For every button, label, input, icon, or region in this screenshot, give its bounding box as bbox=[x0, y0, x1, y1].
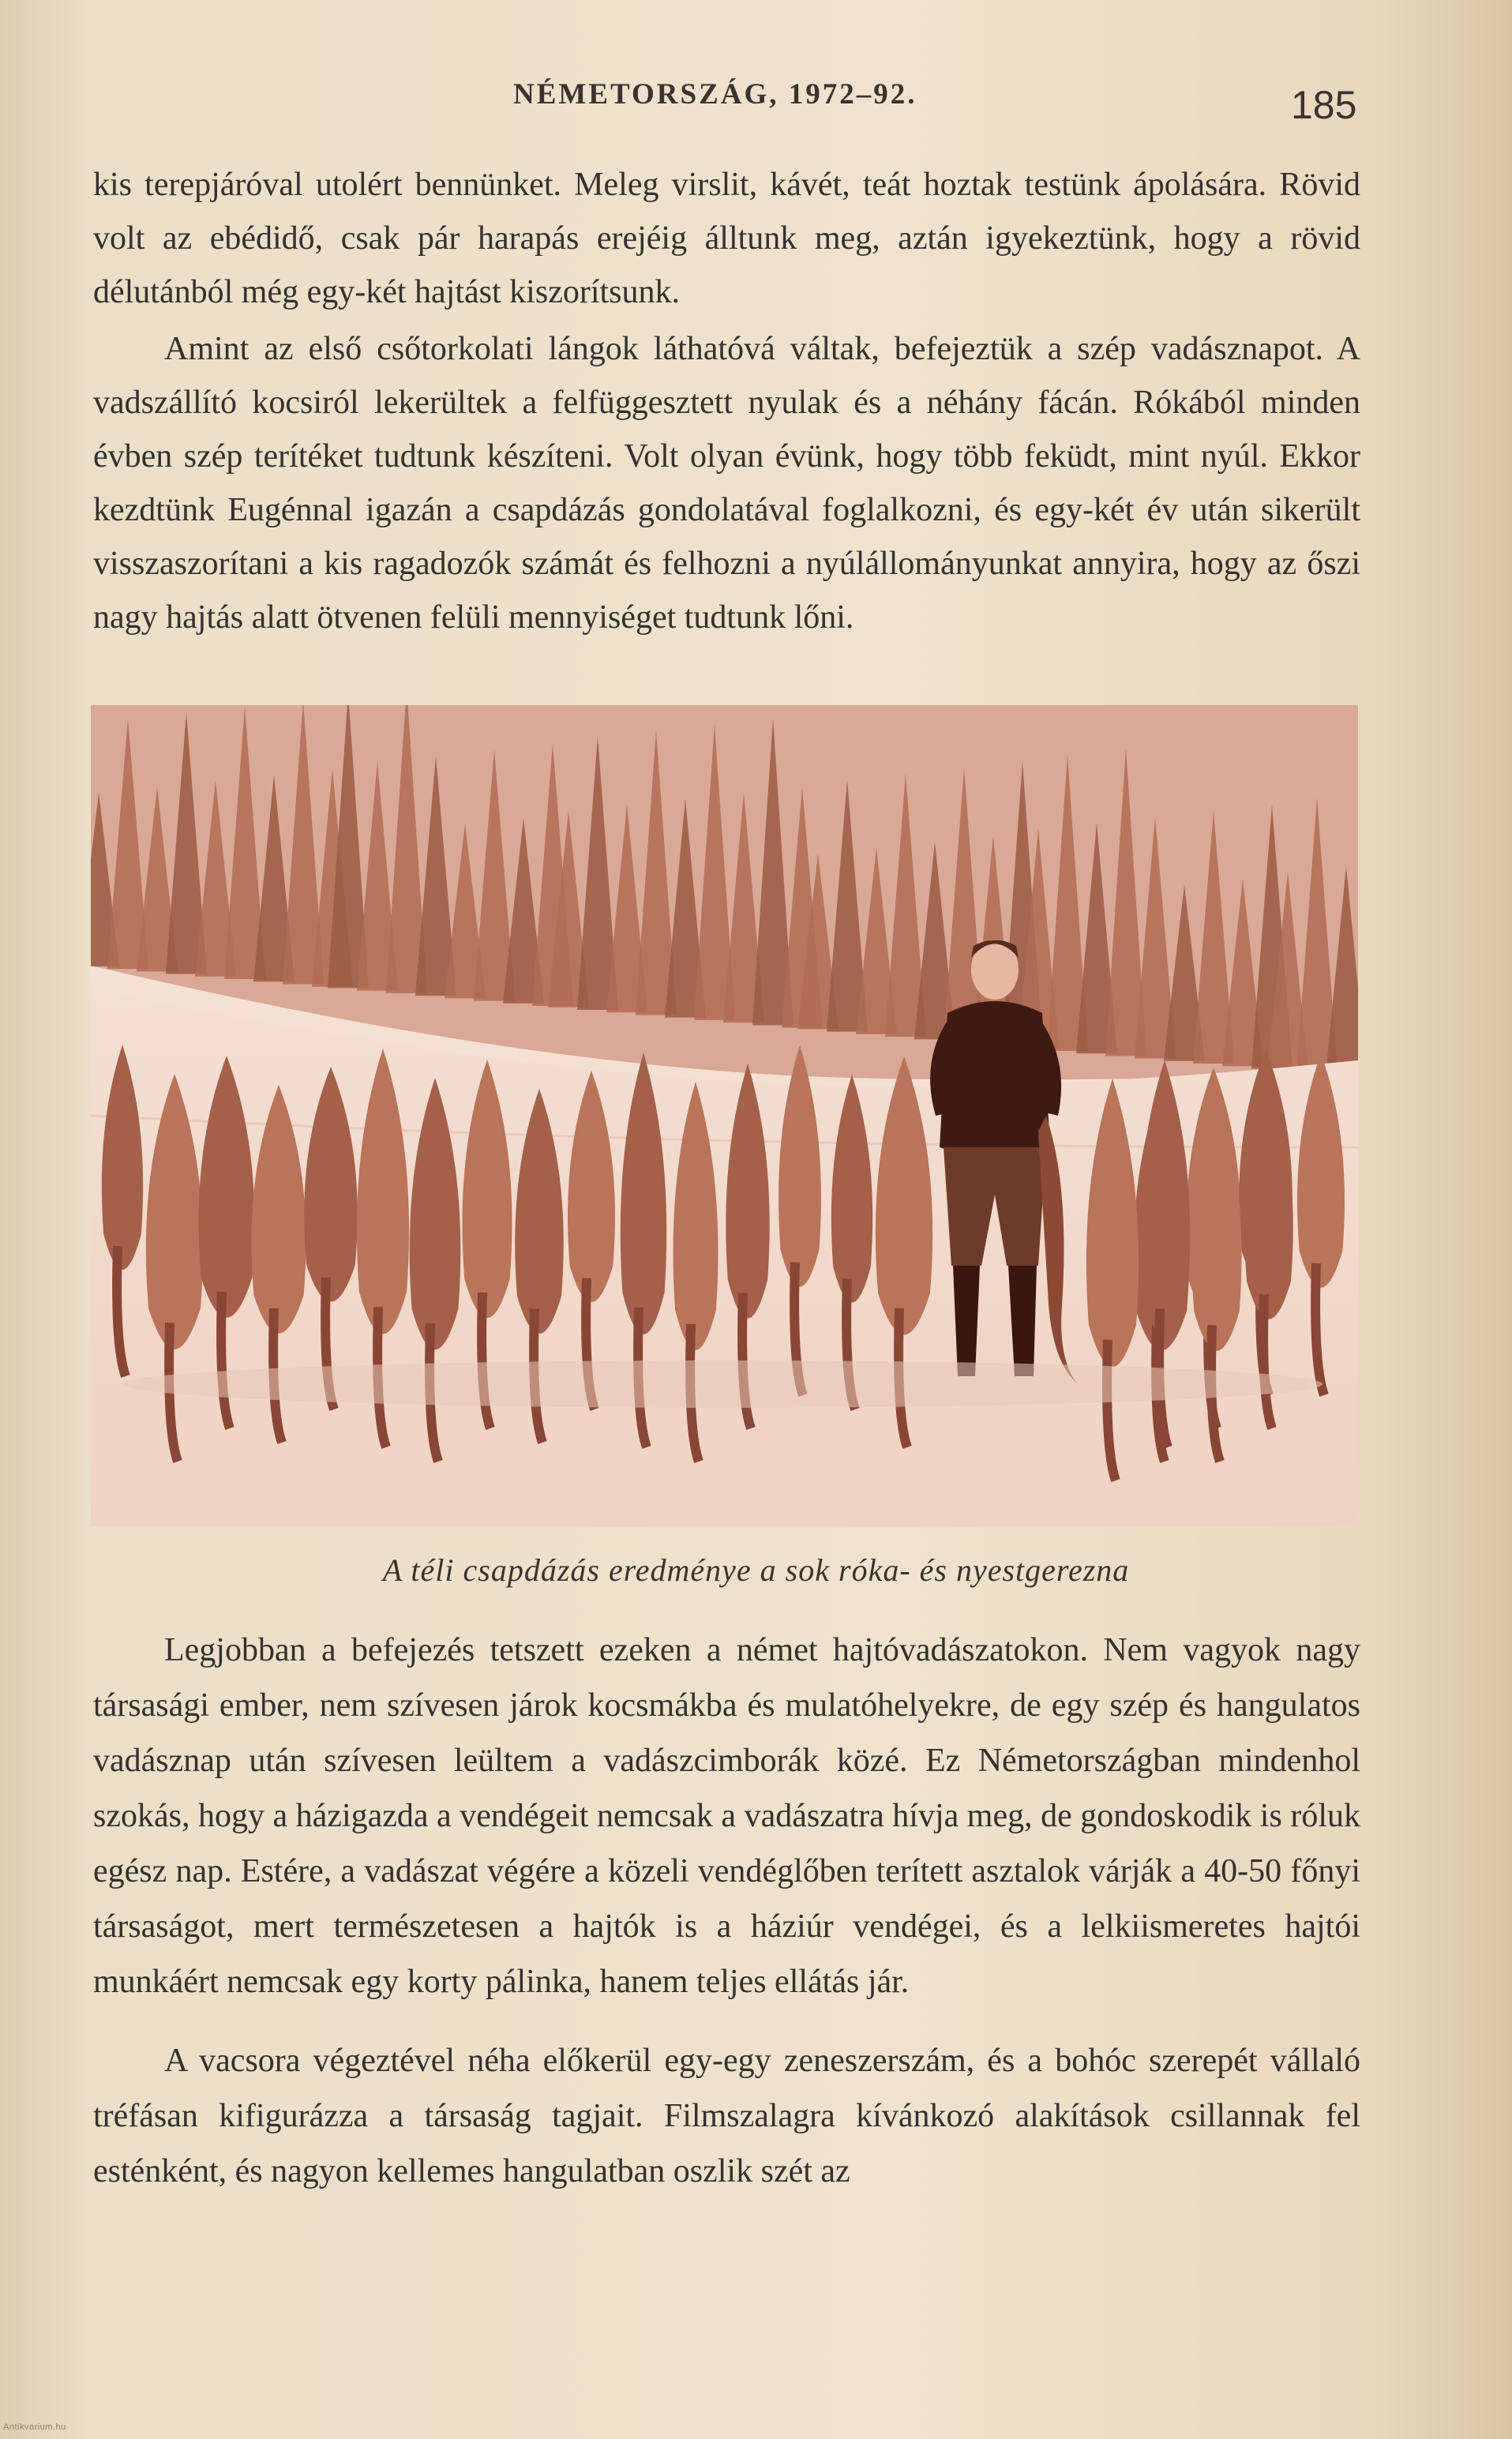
paragraph-4: A vacsora végeztével néha előkerül egy-egy zeneszerszám, és a bohóc szerepét vállaló tréfásan kifigurázza a társaság tagjait. Filmszalagra kívánkozó alakítások csillannak fel esténként, és nagyon kellemes hangulatban oszlik szét az bbox=[93, 2043, 1360, 2189]
paragraph-1: kis terepjáróval utolért bennünket. Meleg virslit, kávét, teát hoztak testünk ápolására. Rövid volt az ebédidő, csak pár harapás erejéig álltunk meg, aztán igyekeztünk, hogy a rövid délutánból még egy-két hajtást kiszorítsunk. bbox=[93, 167, 1360, 310]
page-header bbox=[0, 71, 1512, 126]
photo-caption: A téli csapdázás eredménye a sok róka- és nyestgerezna bbox=[382, 1552, 1130, 1588]
photo-illustration bbox=[91, 705, 1358, 1526]
snow-shadow bbox=[122, 1360, 1323, 1408]
page-number: 185 bbox=[1291, 83, 1357, 127]
watermark: Antikvarium.hu bbox=[3, 2422, 66, 2432]
running-title: NÉMETORSZÁG, 1972–92. bbox=[513, 78, 917, 111]
paragraph-3: Legjobban a befejezés tetszett ezeken a német hajtóvadászatokon. Nem vagyok nagy társasági ember, nem szívesen járok kocsmákba és mulatóhelyekre, de egy szép és hangulatos vadásznap után szívesen leültem a vadászcimborák közé. Ez Németországban mindenhol szokás, hogy a házigazda a vendégeit nemcsak a vadászatra hívja meg, de gondoskodik is róluk egész nap. Estére, a vadászat végére a közeli vendéglőben terített asztalok várják a 40-50 főnyi társaságot, mert természetesen a hajtók is a háziúr vendégei, és a lelkiismeretes hajtói munkáért nemcsak egy korty pálinka, hanem teljes ellátás jár. bbox=[93, 1632, 1360, 2000]
paragraph-2: Amint az első csőtorkolati lángok láthatóvá váltak, befejeztük a szép vadásznapot. A vadszállító kocsiról lekerültek a felfüggesztett nyulak és a néhány fácán. Rókából minden évben szép terítéket tudtunk készíteni. Volt olyan évünk, hogy több feküdt, mint nyúl. Ekkor kezdtünk Eugénnal igazán a csapdázás gondolatával foglalkozni, és egy-két év után sikerült visszaszorítani a kis ragadozók számát és felhozni a nyúlállományunkat annyira, hogy az őszi nagy hajtás alatt ötvenen felüli mennyiséget tudtunk lőni. bbox=[93, 331, 1360, 636]
hunting-photo bbox=[91, 705, 1358, 1526]
